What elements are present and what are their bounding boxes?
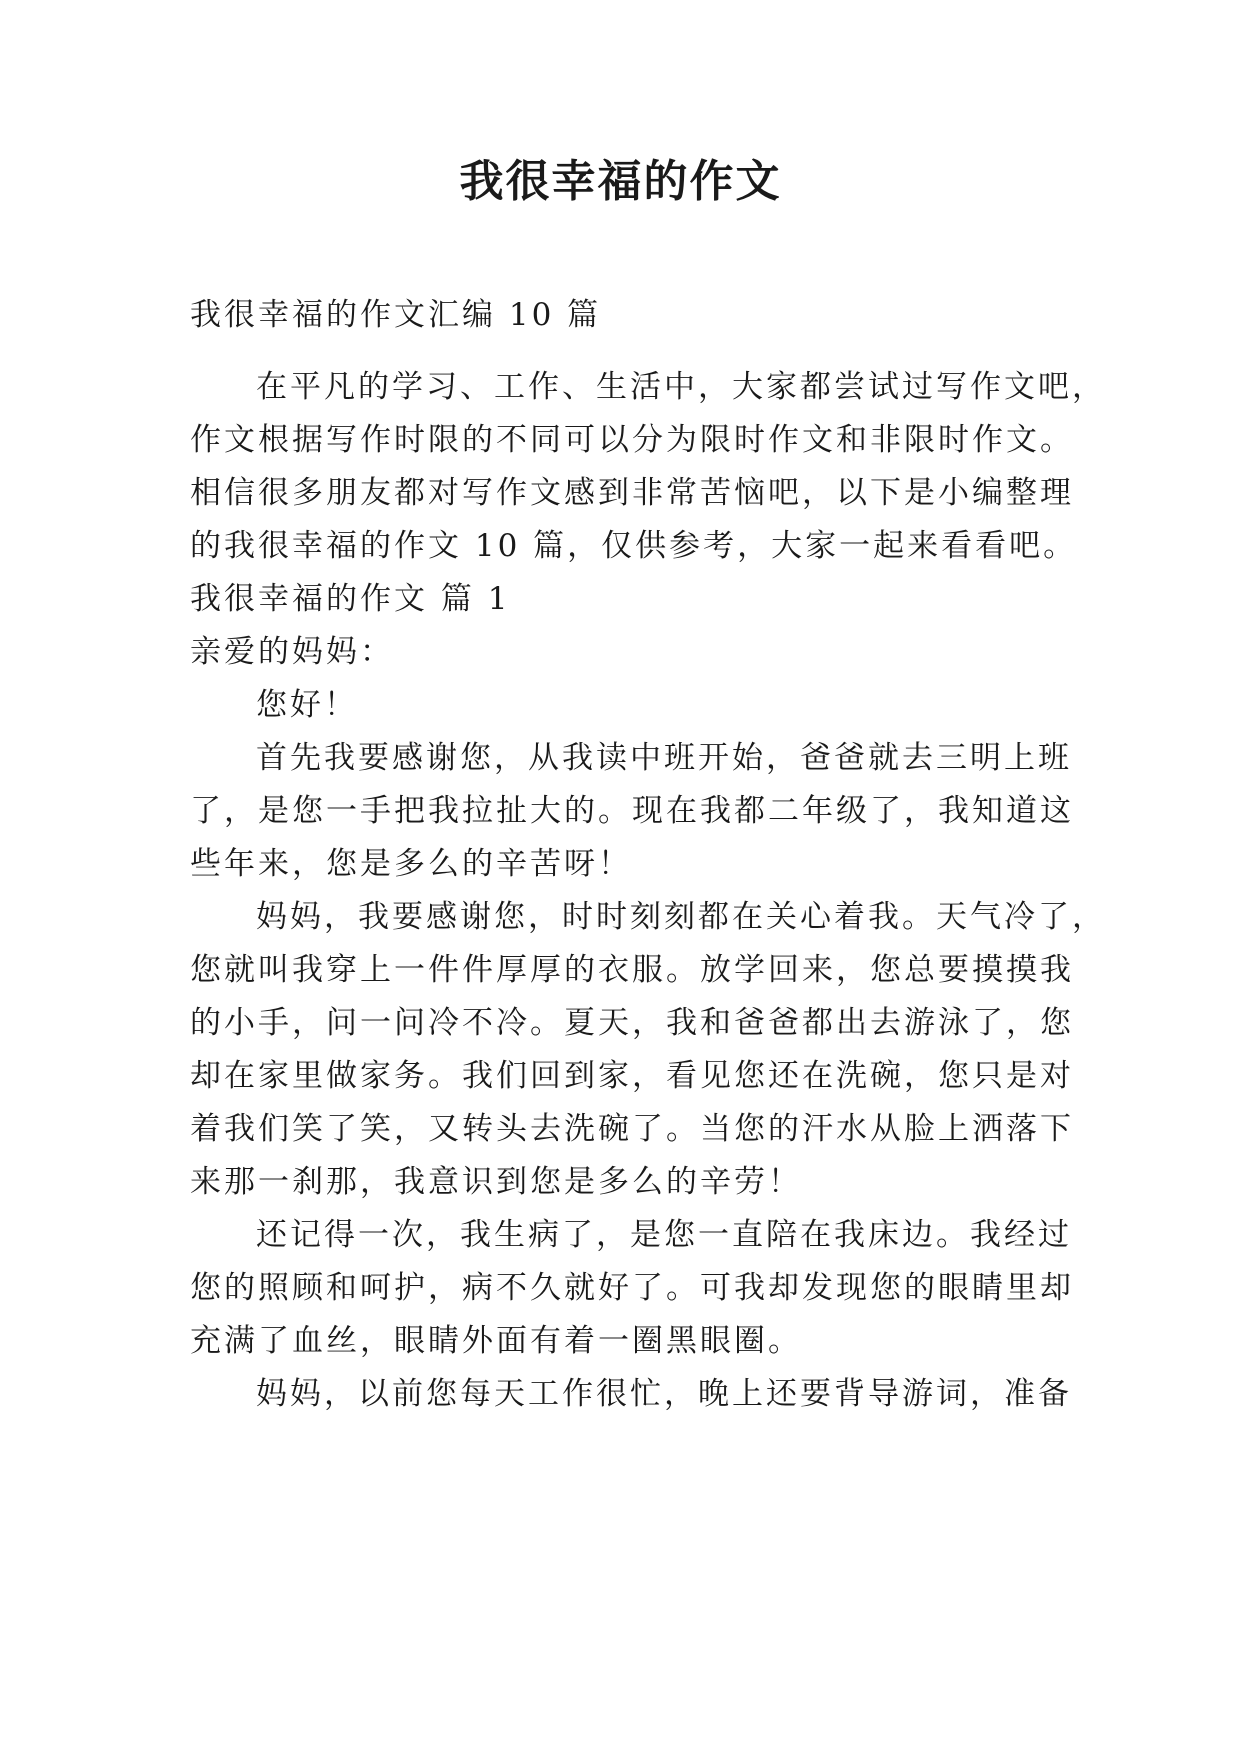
paragraph-line: 的小手，问一问冷不冷。夏天，我和爸爸都出去游泳了，您 [190,1005,1074,1041]
paragraph-line: 相信很多朋友都对写作文感到非常苦恼吧，以下是小编整理 [190,475,1074,511]
paragraph-line: 些年来，您是多么的辛苦呀！ [190,846,632,882]
document-subtitle: 我很幸福的作文汇编 10 篇 [190,297,602,333]
paragraph-line: 妈妈，以前您每天工作很忙，晚上还要背导游词，准备 [256,1376,1072,1412]
paragraph-line: 妈妈，我要感谢您，时时刻刻都在关心着我。天气冷了， [256,899,1106,935]
paragraph-line: 首先我要感谢您，从我读中班开始，爸爸就去三明上班 [256,740,1072,776]
paragraph-line: 却在家里做家务。我们回到家，看见您还在洗碗，您只是对 [190,1058,1074,1094]
paragraph-line: 您的照顾和呵护，病不久就好了。可我却发现您的眼睛里却 [190,1270,1074,1306]
paragraph-line: 在平凡的学习、工作、生活中，大家都尝试过写作文吧， [256,369,1106,405]
paragraph-line: 作文根据写作时限的不同可以分为限时作文和非限时作文。 [190,422,1074,458]
section-heading: 我很幸福的作文 篇 1 [190,581,511,617]
paragraph-line: 您就叫我穿上一件件厚厚的衣服。放学回来，您总要摸摸我 [190,952,1074,988]
paragraph-line: 充满了血丝，眼睛外面有着一圈黑眼圈。 [190,1323,802,1359]
document-title: 我很幸福的作文 [459,156,782,207]
paragraph-line: 了，是您一手把我拉扯大的。现在我都二年级了，我知道这 [190,793,1074,829]
paragraph-line: 来那一刹那，我意识到您是多么的辛劳！ [190,1164,802,1200]
paragraph-line: 着我们笑了笑，又转头去洗碗了。当您的汗水从脸上洒落下 [190,1111,1074,1147]
letter-greeting: 您好！ [256,687,358,723]
letter-salutation: 亲爱的妈妈： [190,634,394,670]
paragraph-line: 的我很幸福的作文 10 篇，仅供参考，大家一起来看看吧。 [190,528,1078,564]
paragraph-line: 还记得一次，我生病了，是您一直陪在我床边。我经过 [256,1217,1072,1253]
